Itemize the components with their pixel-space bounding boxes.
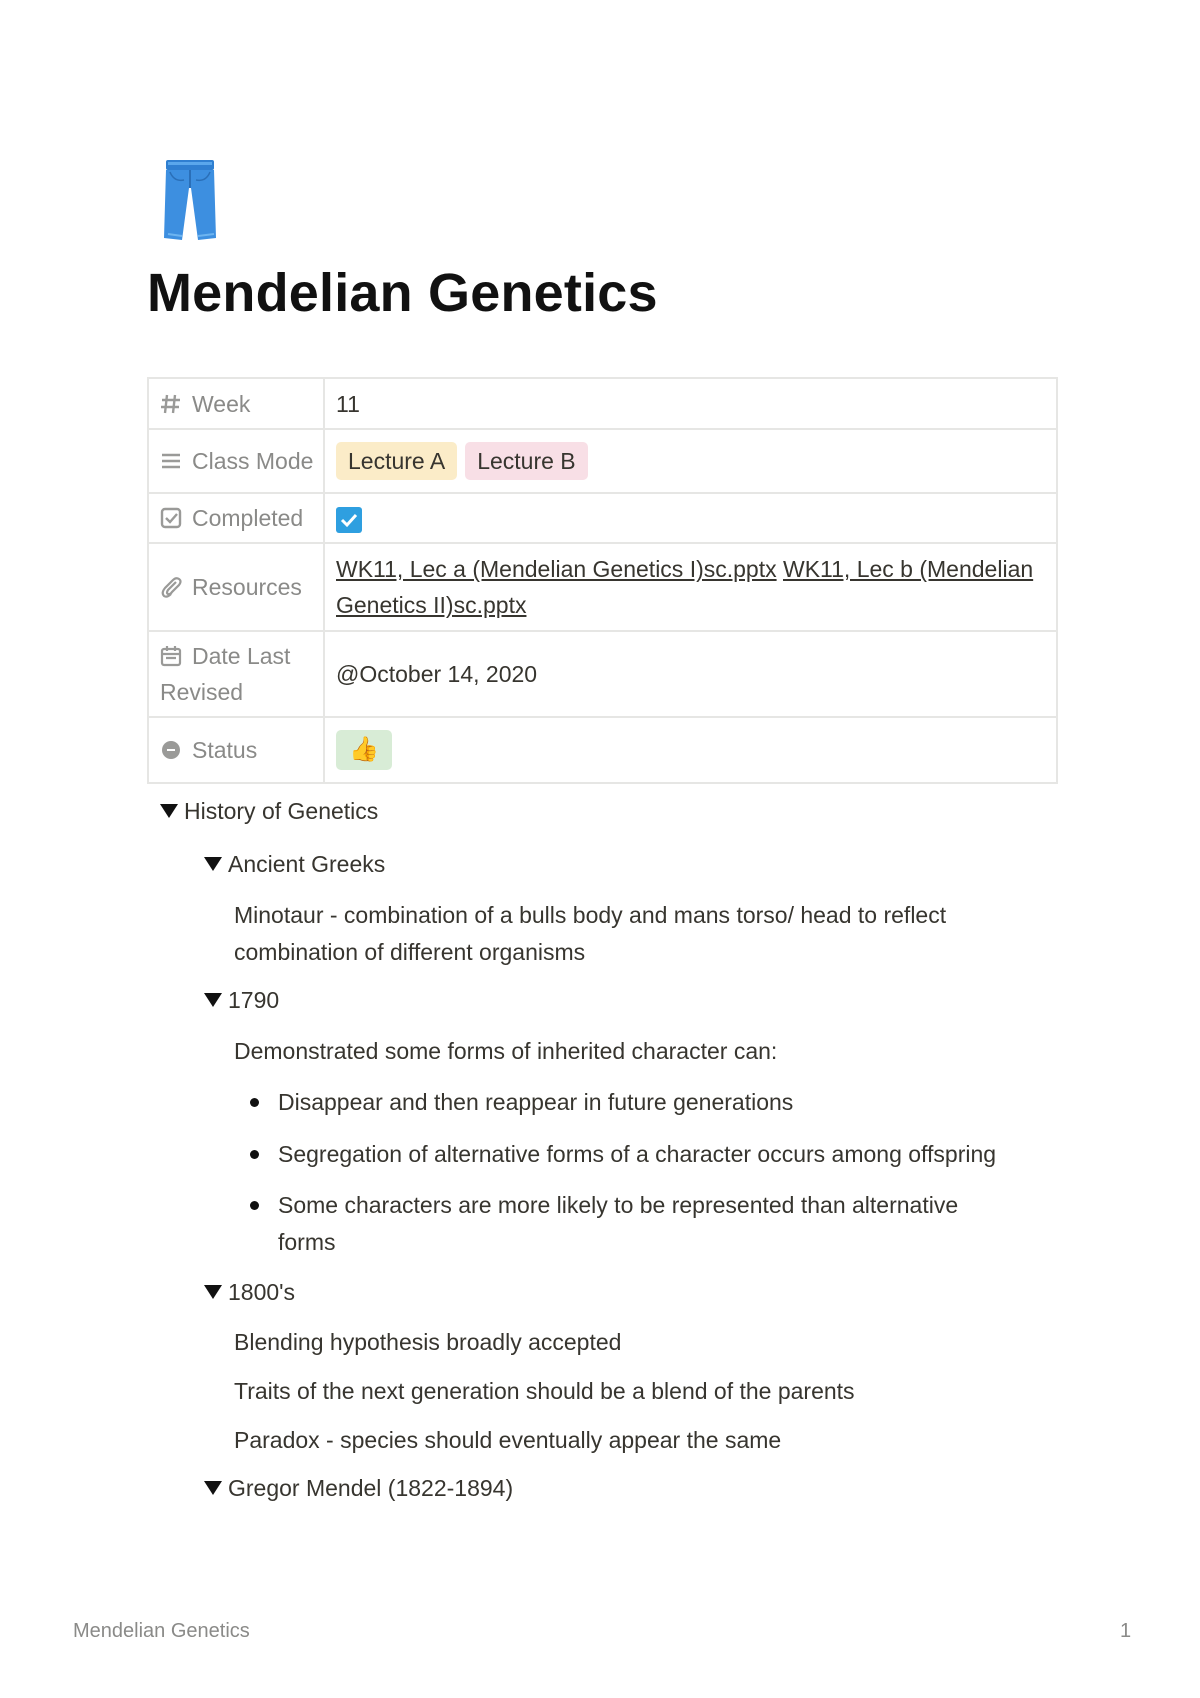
toggle-triangle-icon[interactable] <box>204 993 222 1007</box>
list-item: Segregation of alternative forms of a character occurs among offspring <box>278 1141 997 1167</box>
property-row-status <box>148 717 1057 783</box>
date-last-revised-value[interactable]: @October 14, 2020 <box>324 631 1057 717</box>
resources-value <box>324 543 1057 631</box>
property-key-class-mode[interactable] <box>148 429 324 493</box>
toggle-1790 <box>204 987 279 1014</box>
toggle-title: Gregor Mendel (1822-1894) <box>228 1475 514 1501</box>
list-item: Disappear and then reappear in future generations <box>278 1089 794 1115</box>
page-title: Mendelian Genetics <box>147 263 658 323</box>
toggle-gregor-mendel <box>204 1475 513 1502</box>
property-key-resources[interactable] <box>148 543 324 631</box>
jeans-icon[interactable] <box>160 158 220 242</box>
paperclip-icon <box>160 572 182 594</box>
property-label: Status <box>192 737 258 763</box>
property-row-week <box>148 378 1057 429</box>
toggle-1800s <box>204 1279 295 1306</box>
paragraph: Demonstrated some forms of inherited character can: <box>234 1038 778 1064</box>
bullet-dot <box>250 1098 259 1107</box>
property-key-status[interactable] <box>148 717 324 783</box>
toggle-ancient-greeks <box>204 851 385 878</box>
property-key-date-last-revised[interactable] <box>148 631 324 717</box>
footer-title: Mendelian Genetics <box>73 1620 250 1642</box>
status-value <box>324 717 1057 783</box>
property-key-week[interactable] <box>148 378 324 429</box>
toggle-title: Ancient Greeks <box>228 851 386 877</box>
property-label: Class Mode <box>192 448 314 474</box>
resource-link-lec-b[interactable]: WK11, Lec b (Mendelian Genetics II)sc.pptx <box>336 556 1034 618</box>
property-label: Date Last <box>192 643 291 669</box>
checkbox-icon <box>160 503 182 525</box>
hash-icon <box>160 389 182 411</box>
paragraph: Paradox - species should eventually appear the same <box>234 1427 782 1453</box>
toggle-title: History of Genetics <box>184 798 379 824</box>
property-label: Completed <box>192 505 304 531</box>
calendar-icon <box>160 641 182 663</box>
tag-lecture-a[interactable]: Lecture A <box>336 442 457 480</box>
list-item: Some characters are more likely to be represented than alternative forms <box>278 1192 959 1255</box>
bullet-dot <box>250 1150 259 1159</box>
toggle-triangle-icon[interactable] <box>204 1285 222 1299</box>
toggle-title: 1800's <box>228 1279 296 1305</box>
bullet-dot <box>250 1201 259 1210</box>
week-value[interactable]: 11 <box>324 378 1057 429</box>
property-row-resources <box>148 543 1057 631</box>
property-label: Resources <box>192 574 302 600</box>
paragraph: Minotaur - combination of a bulls body and mans torso/ head to reflect combination of different organisms <box>234 902 947 965</box>
property-row-date-last-revised <box>148 631 1057 717</box>
toggle-triangle-icon[interactable] <box>204 857 222 871</box>
property-label: Week <box>192 390 251 417</box>
property-label: Revised <box>160 679 244 705</box>
status-thumbs-up-tag[interactable]: 👍 <box>336 730 392 770</box>
completed-value <box>324 493 1057 543</box>
paragraph: Traits of the next generation should be a blend of the parents <box>234 1378 855 1404</box>
resource-link-lec-a[interactable]: WK11, Lec a (Mendelian Genetics I)sc.pptx <box>336 556 777 582</box>
properties-table <box>147 377 1058 784</box>
toggle-triangle-icon[interactable] <box>160 804 178 818</box>
status-circle-icon <box>160 735 182 757</box>
toggle-triangle-icon[interactable] <box>204 1481 222 1495</box>
footer-page-number: 1 <box>1120 1620 1132 1642</box>
paragraph: Blending hypothesis broadly accepted <box>234 1329 622 1355</box>
property-row-completed <box>148 493 1057 543</box>
tag-lecture-b[interactable]: Lecture B <box>465 442 587 480</box>
property-key-completed[interactable] <box>148 493 324 543</box>
list-icon <box>160 446 182 468</box>
toggle-history-of-genetics <box>160 798 378 825</box>
toggle-title: 1790 <box>228 987 280 1013</box>
class-mode-value[interactable] <box>324 429 1057 493</box>
property-row-class-mode <box>148 429 1057 493</box>
completed-checkbox[interactable] <box>336 507 362 533</box>
